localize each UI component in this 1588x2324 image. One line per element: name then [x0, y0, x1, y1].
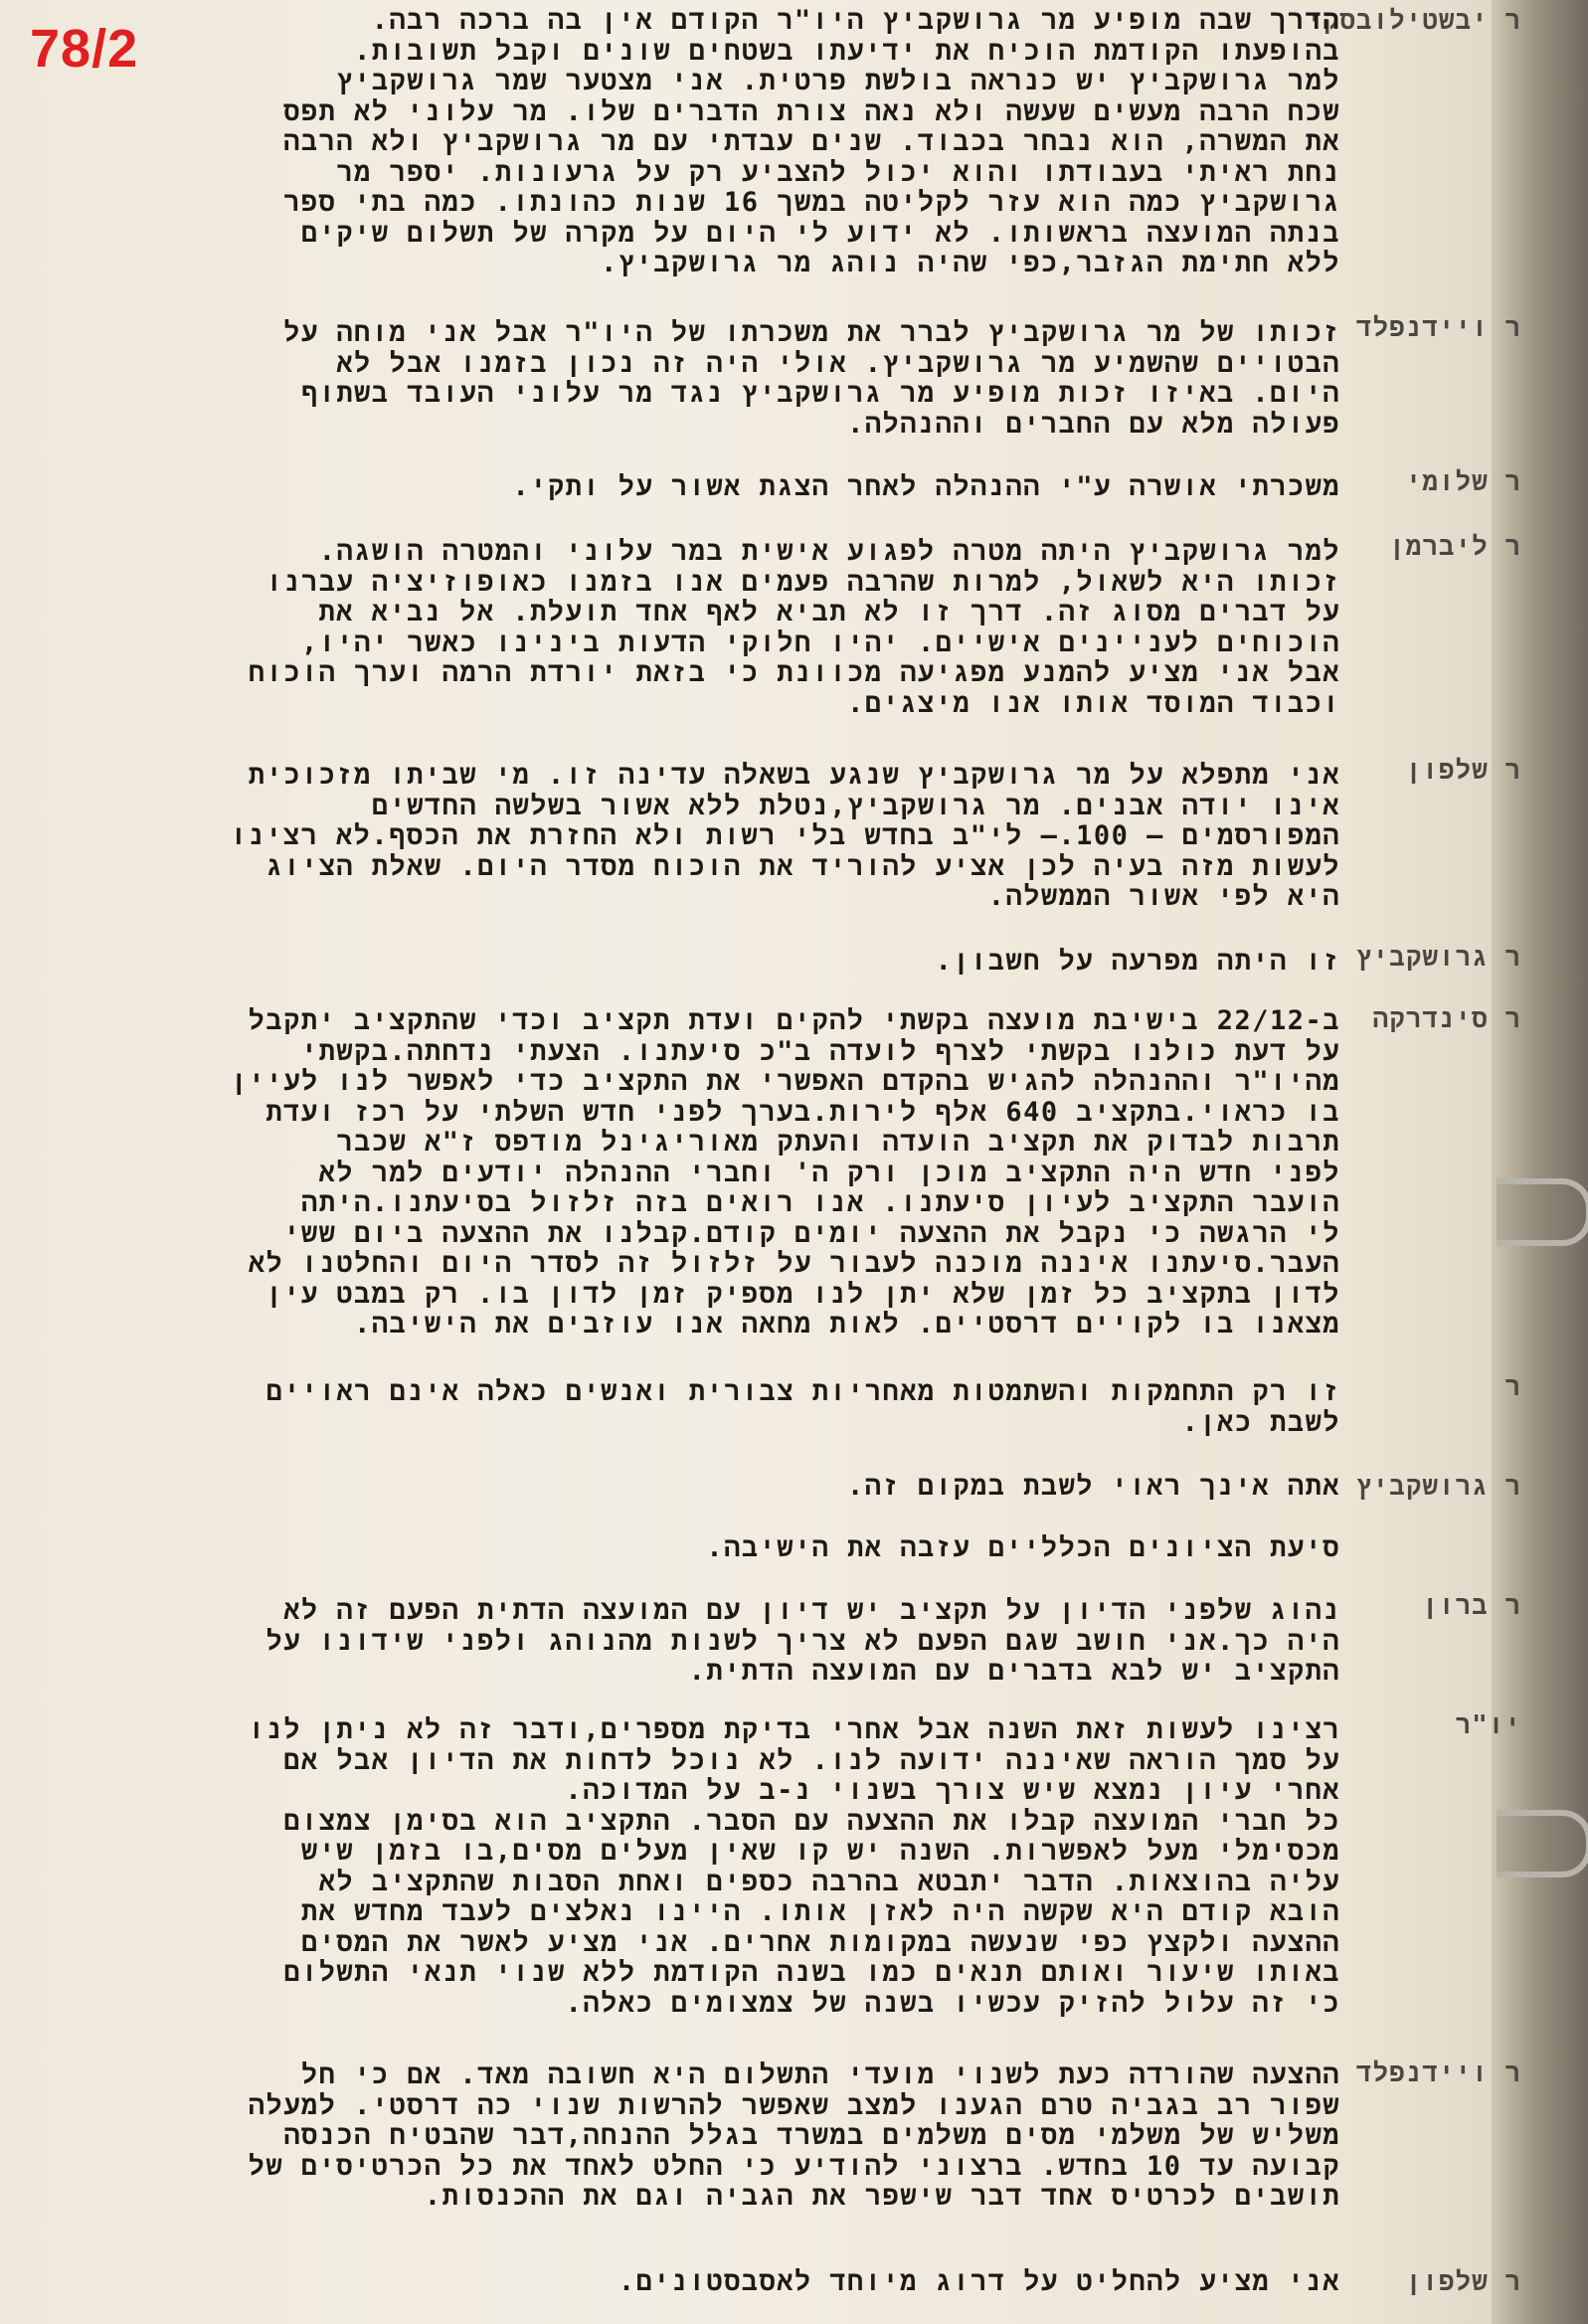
paragraph: זו רק התחמקות והשתמטות מאחריות צבורית ואנשים כאלה אינם ראויים לשבת כאן. [265, 1376, 1340, 1438]
paragraph: ההצעה שהורדה כעת לשנוי מועדי התשלום היא חשובה מאד. אם כי חל שפור רב בגביה טרם הגענו למצב שאפשר להרשות שנוי כה דרסטי. למעלה משליש של משלמי מסים משלמים במשרד בגלל ההנחה,דבר שהבטיח הכנסה קבועה עד 10 בחדש. ברצוני להודיע כי החלט לאחד את כל הכרטיסים של תושבים לכרטיס אחד דבר שישפר את הגביה וגם את ההכנסות. [248, 2059, 1340, 2212]
speaker-name: ר ויידנפלד [1355, 313, 1521, 343]
speaker-name: ר שלפון [1405, 2267, 1521, 2297]
paragraph: ב-22/12 בישיבת מועצה בקשתי להקים ועדת תקציב וכדי שהתקציב יתקבל על דעת כולנו בקשתי לצרף לועדה ב"כ סיעתנו. הצעתי נדחתה.בקשתי מהיו"ר וההנהלה להגיש בהקדם האפשרי את התקציב כדי לאפשר לנו לעיין בו כראוי.בתקציב 640 אלף לירות.בערך לפני חדש השלתי על רכז ועדת תרבות לבדוק את תקציב הועדה והעתק מאוריגינל מודפס ז"א שכבר לפני חדש היה התקציב מוכן ורק ה' וחברי ההנהלה יודעים למר לא הועבר התקציב לעיון סיעתנו. אנו רואים בזה זלזול בסיעתנו.היתה לי הרגשה כי נקבל את ההצעה יומים קודם.קבלנו את ההצעה ביום ששי העבר.סיעתנו איננה מוכנה לעבור על זלזול זה לסדר היום והחלטנו לא לדון בתקציב כל זמן שלא יתן לנו מספיק זמן לדון בו. רק במבט עין מצאנו בו לקויים דרסטיים. לאות מחאה אנו עוזבים את הישיבה. [231, 1005, 1340, 1340]
minutes-text-column [48, 0, 1340, 2324]
speaker-name: ר ברון [1422, 1591, 1521, 1621]
speaker-name: ר שלומי [1405, 467, 1521, 497]
speaker-name: ר שלפון [1405, 756, 1521, 786]
speaker-name: ר גרושקביץ [1355, 943, 1521, 973]
paragraph: אני מציע להחליט על דרוג מיוחד לאסבסטונים. [618, 2266, 1340, 2297]
paragraph: אתה אינך ראוי לשבת במקום זה. [847, 1471, 1340, 1502]
speaker-name: ר [1504, 1372, 1521, 1402]
paragraph: אני מתפלא על מר גרושקביץ שנגע בשאלה עדינה זו. מי שביתו מזכוכית אינו יודה אבנים. מר גרושקביץ,נטלת ללא אשור בשלשה החדשים המפורסמים – 100.– לי"ב בחדש בלי רשות ולא החזרת את הכסף.לא רצינו לעשות מזה בעיה לכן אציע להוריד את הוכוח מסדר היום. שאלת הציוג היא לפי אשור הממשלה. [230, 760, 1340, 912]
paragraph: רצינו לעשות זאת השנה אבל אחרי בדיקת מספרים,ודבר זה לא ניתן לנו על סמך הוראה שאיננה ידועה לנו. לא נוכל לדחות את הדיון אבל אם אחרי עיון נמצא שיש צורך בשנוי נ-ב על המדוכה. כל חברי המועצה קבלו את ההצעה עם הסבר. התקציב הוא בסימן צמצום מכסימלי מעל לאפשרות. השנה יש קו שאין מעלים מסים,בו בזמן שיש עליה בהוצאות. הדבר יתבטא בהרבה כספים ואחת הסבות שהתקציב לא הובא קודם היא שקשה היה לאזן אותו. היינו נאלצים לעבד מחדש את ההצעה ולקצץ כפי שנעשה במקומות אחרים. אני מציע לאשר את המסים באותו שיעור ואותם תנאים כמו בשנה הקודמת ללא שנוי תנאי התשלום כי זה עלול להזיק עכשיו בשנה של צמצומים כאלה. [248, 1714, 1340, 2019]
speaker-name: ר יבשטילובסקי [1307, 6, 1521, 36]
speaker-name: ר גרושקביץ [1355, 1472, 1521, 1502]
paragraph: משכרתי אושרה ע"י ההנהלה לאחר הצגת אשור על ותקי. [512, 471, 1340, 502]
page-number-label: 78/2 [30, 19, 139, 79]
paragraph: זכותו של מר גרושקביץ לברר את משכרתו של היו"ר אבל אני מוחה על הבטויים שהשמיע מר גרושקביץ. אולי היה זה נכון בזמנו אבל לא היום. באיזו זכות מופיע מר גרושקביץ נגד מר עלוני העובד בשתוף פעולה מלא עם החברים וההנהלה. [283, 317, 1340, 440]
speaker-name: ר ליברמן [1389, 532, 1521, 562]
paragraph: סיעת הציונים הכלליים עזבה את הישיבה. [706, 1532, 1340, 1563]
speaker-name: ר סינדרקה [1372, 1004, 1521, 1034]
paragraph: הדרך שבה מופיע מר גרושקביץ היו"ר הקודם אין בה ברכה רבה. בהופעתו הקודמת הוכיח את ידיעתו בשטחים שונים וקבל תשובות. למר גרושקביץ יש כנראה בולשת פרטית. אני מצטער שמר גרושקביץ שכח הרבה מעשים שעשה ולא נאה צורת הדברים שלו. מר עלוני לא תפס את המשרה, הוא נבחר בכבוד. שנים עבדתי עם מר גרושקביץ ולא הרבה נחת ראיתי בעבודתו והוא יכול להצביע רק על גרעונות. יספר מר גרושקביץ כמה הוא עזר לקליטה במשך 16 שנות כהונתו. כמה בתי ספר בנתה המועצה בראשותו. לא ידוע לי היום על מקרה של תשלום שיקים ללא חתימת הגזבר,כפי שהיה נוהג מר גרושקביץ. [283, 5, 1340, 278]
paragraph: נהוג שלפני הדיון על תקציב יש דיון עם המועצה הדתית הפעם זה לא היה כך.אני חושב שגם הפעם לא צריך לשנות מהנוהג ולפני שידונו על התקציב יש לבא בדברים עם המועצה הדתית. [265, 1595, 1340, 1687]
speaker-name: יו"ר [1455, 1710, 1521, 1740]
paragraph: זו היתה מפרעה על חשבון. [935, 946, 1340, 977]
speaker-column [1307, 0, 1521, 2324]
paragraph: למר גרושקביץ היתה מטרה לפגוע אישית במר עלוני והמטרה הושגה. זכותו היא לשאול, למרות שהרבה פעמים אנו בזמנו כאופוזיציה עברנו על דברים מסוג זה. דרך זו לא תביא לאף אחד תועלת. אל נביא את הוכוחים לעניינים אישיים. יהיו חלוקי הדעות בינינו כאשר יהיו, אבל אני מציע להמנע מפגיעה מכוונת כי בזאת יורדת הרמה וערך הוכוח וכבוד המוסד אותו אנו מיצגים. [248, 536, 1340, 719]
speaker-name: ר ויידנפלד [1355, 2058, 1521, 2088]
